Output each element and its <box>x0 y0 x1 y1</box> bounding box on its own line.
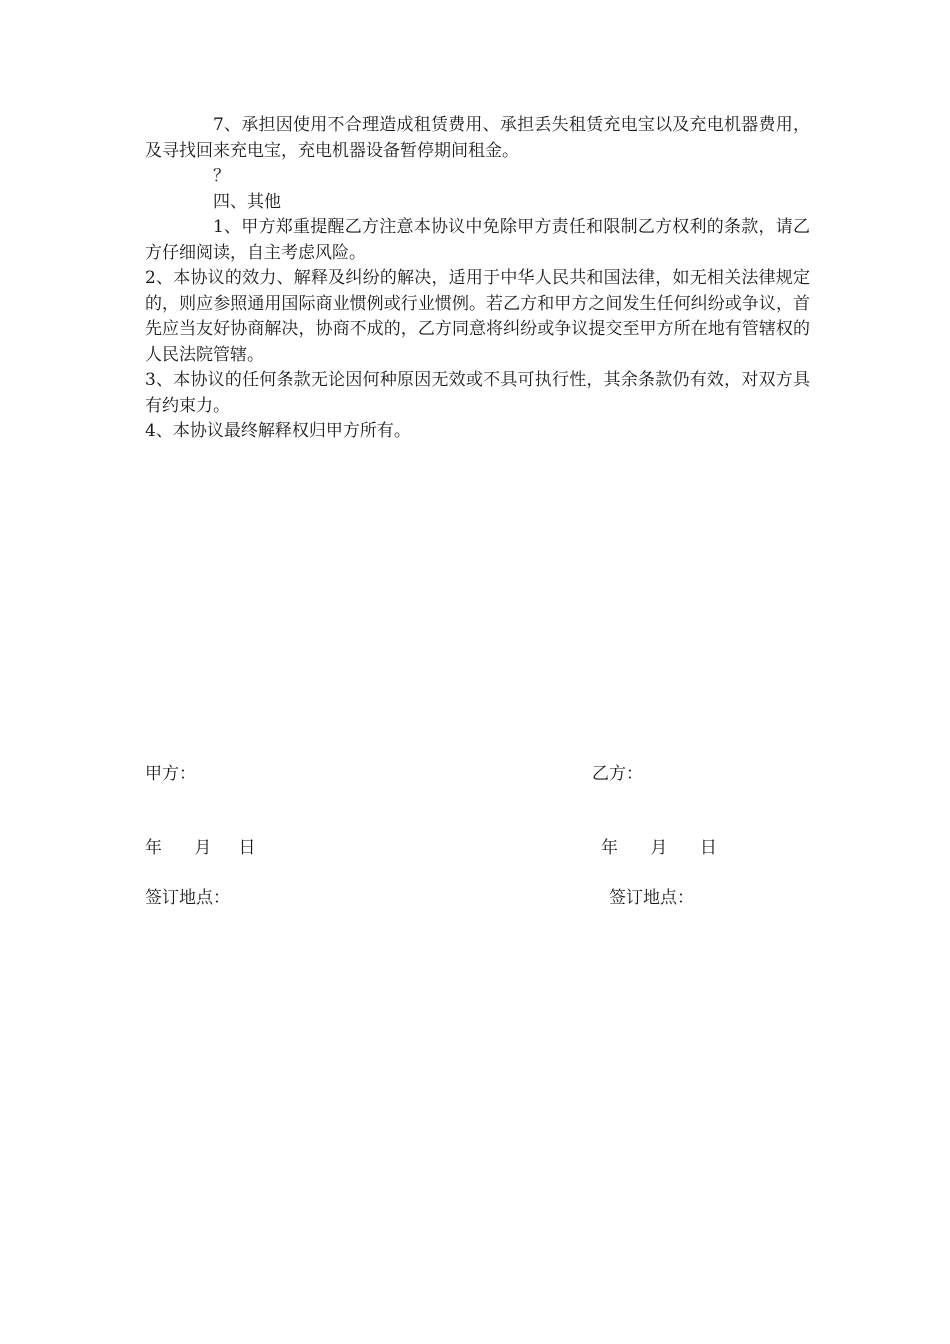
clause-other-4: 4、本协议最终解释权归甲方所有。 <box>145 421 411 441</box>
clause-other-3: 3、本协议的任何条款无论因何种原因无效或不具可执行性，其余条款仍有效，对双方具有约束力。 <box>145 370 810 416</box>
clause-other-2: 2、本协议的效力、解释及纠纷的解决，适用于中华人民共和国法律，如无相关法律规定的，则应参照通用国际商业惯例或行业惯例。若乙方和甲方之间发生任何纠纷或争议，首先应当友好协商解决，协商不成的，乙方同意将纠纷或争议提交至甲方所在地有管辖权的人民法院管辖。 <box>145 268 810 365</box>
clause-7: 7、承担因使用不合理造成租赁费用、承担丢失租赁充电宝以及充电机器费用，及寻找回来充电宝，充电机器设备暂停期间租金。 <box>145 115 810 161</box>
party-b-signing-place: 签订地点： <box>609 888 694 908</box>
question-mark: ？ <box>213 166 230 186</box>
party-a-signing-place: 签订地点： <box>145 888 230 908</box>
party-b-date: 年 月 日 <box>601 838 717 858</box>
party-a-date: 年 月 日 <box>145 838 256 858</box>
agreement-body <box>145 113 810 445</box>
party-b-label: 乙方： <box>592 764 643 784</box>
section-heading-other: 四、其他 <box>213 191 281 212</box>
clause-other-1: 1、甲方郑重提醒乙方注意本协议中免除甲方责任和限制乙方权利的条款，请乙方仔细阅读，自主考虑风险。 <box>145 217 810 263</box>
party-a-label: 甲方： <box>145 764 196 784</box>
